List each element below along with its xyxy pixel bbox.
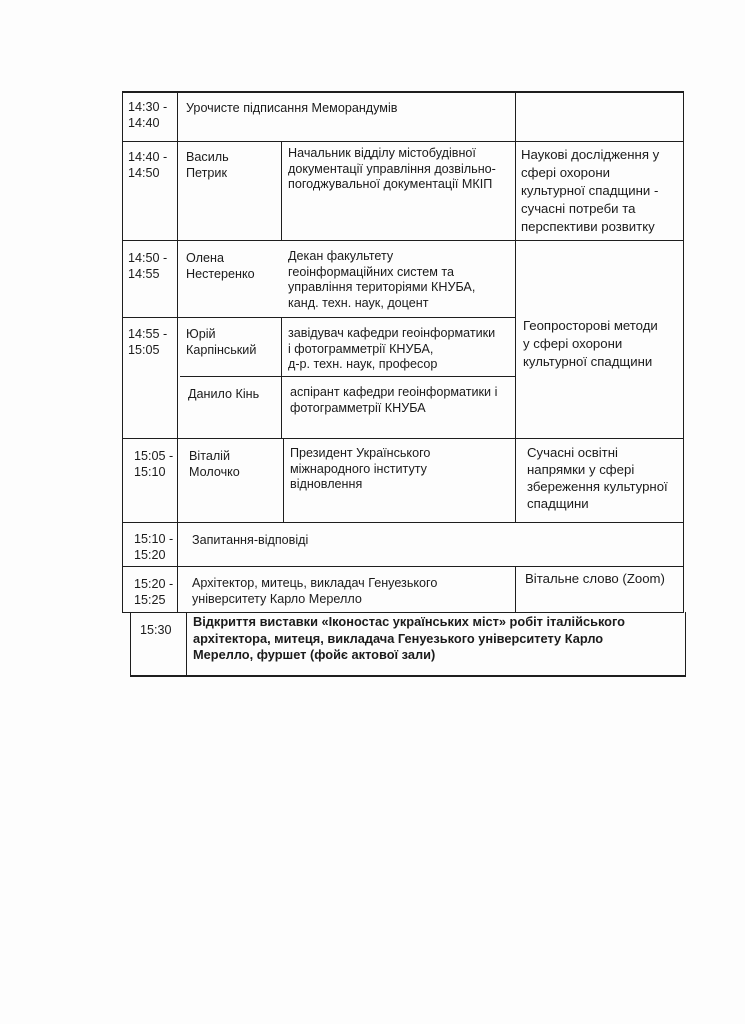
- speaker-position: завідувач кафедри геоінформатики і фотограмметрії КНУБА, д-р. техн. наук, професор: [288, 326, 496, 371]
- time-cell: 15:05 - 15:10: [134, 449, 174, 479]
- event-cell: Відкриття виставки «Іконостас українських міст» робіт італійського архітектора, митеця, викладача Генуезького університету Карло Мерелло, фуршет (фойє актової зали): [193, 614, 625, 662]
- topic-cell: Вітальне слово (Zoom): [525, 571, 665, 586]
- event-cell: Урочисте підписання Меморандумів: [186, 101, 398, 115]
- table-border: [180, 376, 515, 377]
- table-border: [122, 91, 684, 93]
- speaker-name: Василь Петрик: [186, 150, 229, 180]
- speaker-position: Президент Українського міжнародного інституту відновлення: [290, 446, 431, 491]
- time-cell: 14:40 - 14:50: [128, 150, 168, 180]
- speaker-position: Начальник відділу містобудівної документації управління дозвільно- погоджувальної документації МКІП: [288, 146, 496, 191]
- speaker-position: Декан факультету геоінформаційних систем та управління територіями КНУБА, канд. техн. наук, доцент: [288, 249, 476, 310]
- topic-cell: Наукові дослідження у сфері охорони культурної спадщини - сучасні потреби та перспективи розвитку: [521, 147, 660, 234]
- table-border: [122, 317, 515, 318]
- table-border: [122, 566, 684, 567]
- topic-cell: Геопросторові методи у сфері охорони культурної спадщини: [523, 318, 658, 369]
- table-border: [515, 91, 516, 523]
- event-cell: Запитання-відповіді: [192, 533, 309, 547]
- speaker-name: Данило Кінь: [188, 387, 260, 401]
- table-border: [122, 141, 684, 142]
- speaker-name: Віталій Молочко: [189, 449, 240, 479]
- table-border: [283, 438, 284, 523]
- time-cell: 15:20 - 15:25: [134, 577, 174, 607]
- time-cell: 15:10 - 15:20: [134, 532, 174, 562]
- event-cell: Архітектор, митець, викладач Генуезького університету Карло Мерелло: [192, 576, 438, 606]
- time-cell: 15:30: [140, 623, 172, 637]
- speaker-position: аспірант кафедри геоінформатики і фотограмметрії КНУБА: [290, 385, 498, 415]
- table-border: [281, 317, 282, 438]
- table-border: [281, 141, 282, 241]
- time-cell: 14:50 - 14:55: [128, 251, 168, 281]
- speaker-name: Юрій Карпінський: [186, 327, 257, 357]
- table-border: [122, 240, 684, 241]
- time-cell: 14:55 - 15:05: [128, 327, 168, 357]
- table-border: [683, 91, 684, 613]
- topic-cell: Сучасні освітні напрямки у сфері збереження культурної спадщини: [527, 445, 668, 511]
- table-border: [186, 612, 187, 676]
- table-border: [122, 438, 684, 439]
- table-border: [685, 612, 686, 676]
- time-cell: 14:30 - 14:40: [128, 100, 168, 130]
- table-border: [515, 566, 516, 613]
- table-border: [122, 91, 123, 613]
- table-border: [130, 612, 131, 676]
- table-border: [122, 522, 684, 523]
- table-border: [130, 675, 686, 677]
- speaker-name: Олена Нестеренко: [186, 251, 255, 281]
- table-border: [122, 612, 684, 613]
- table-border: [177, 91, 178, 613]
